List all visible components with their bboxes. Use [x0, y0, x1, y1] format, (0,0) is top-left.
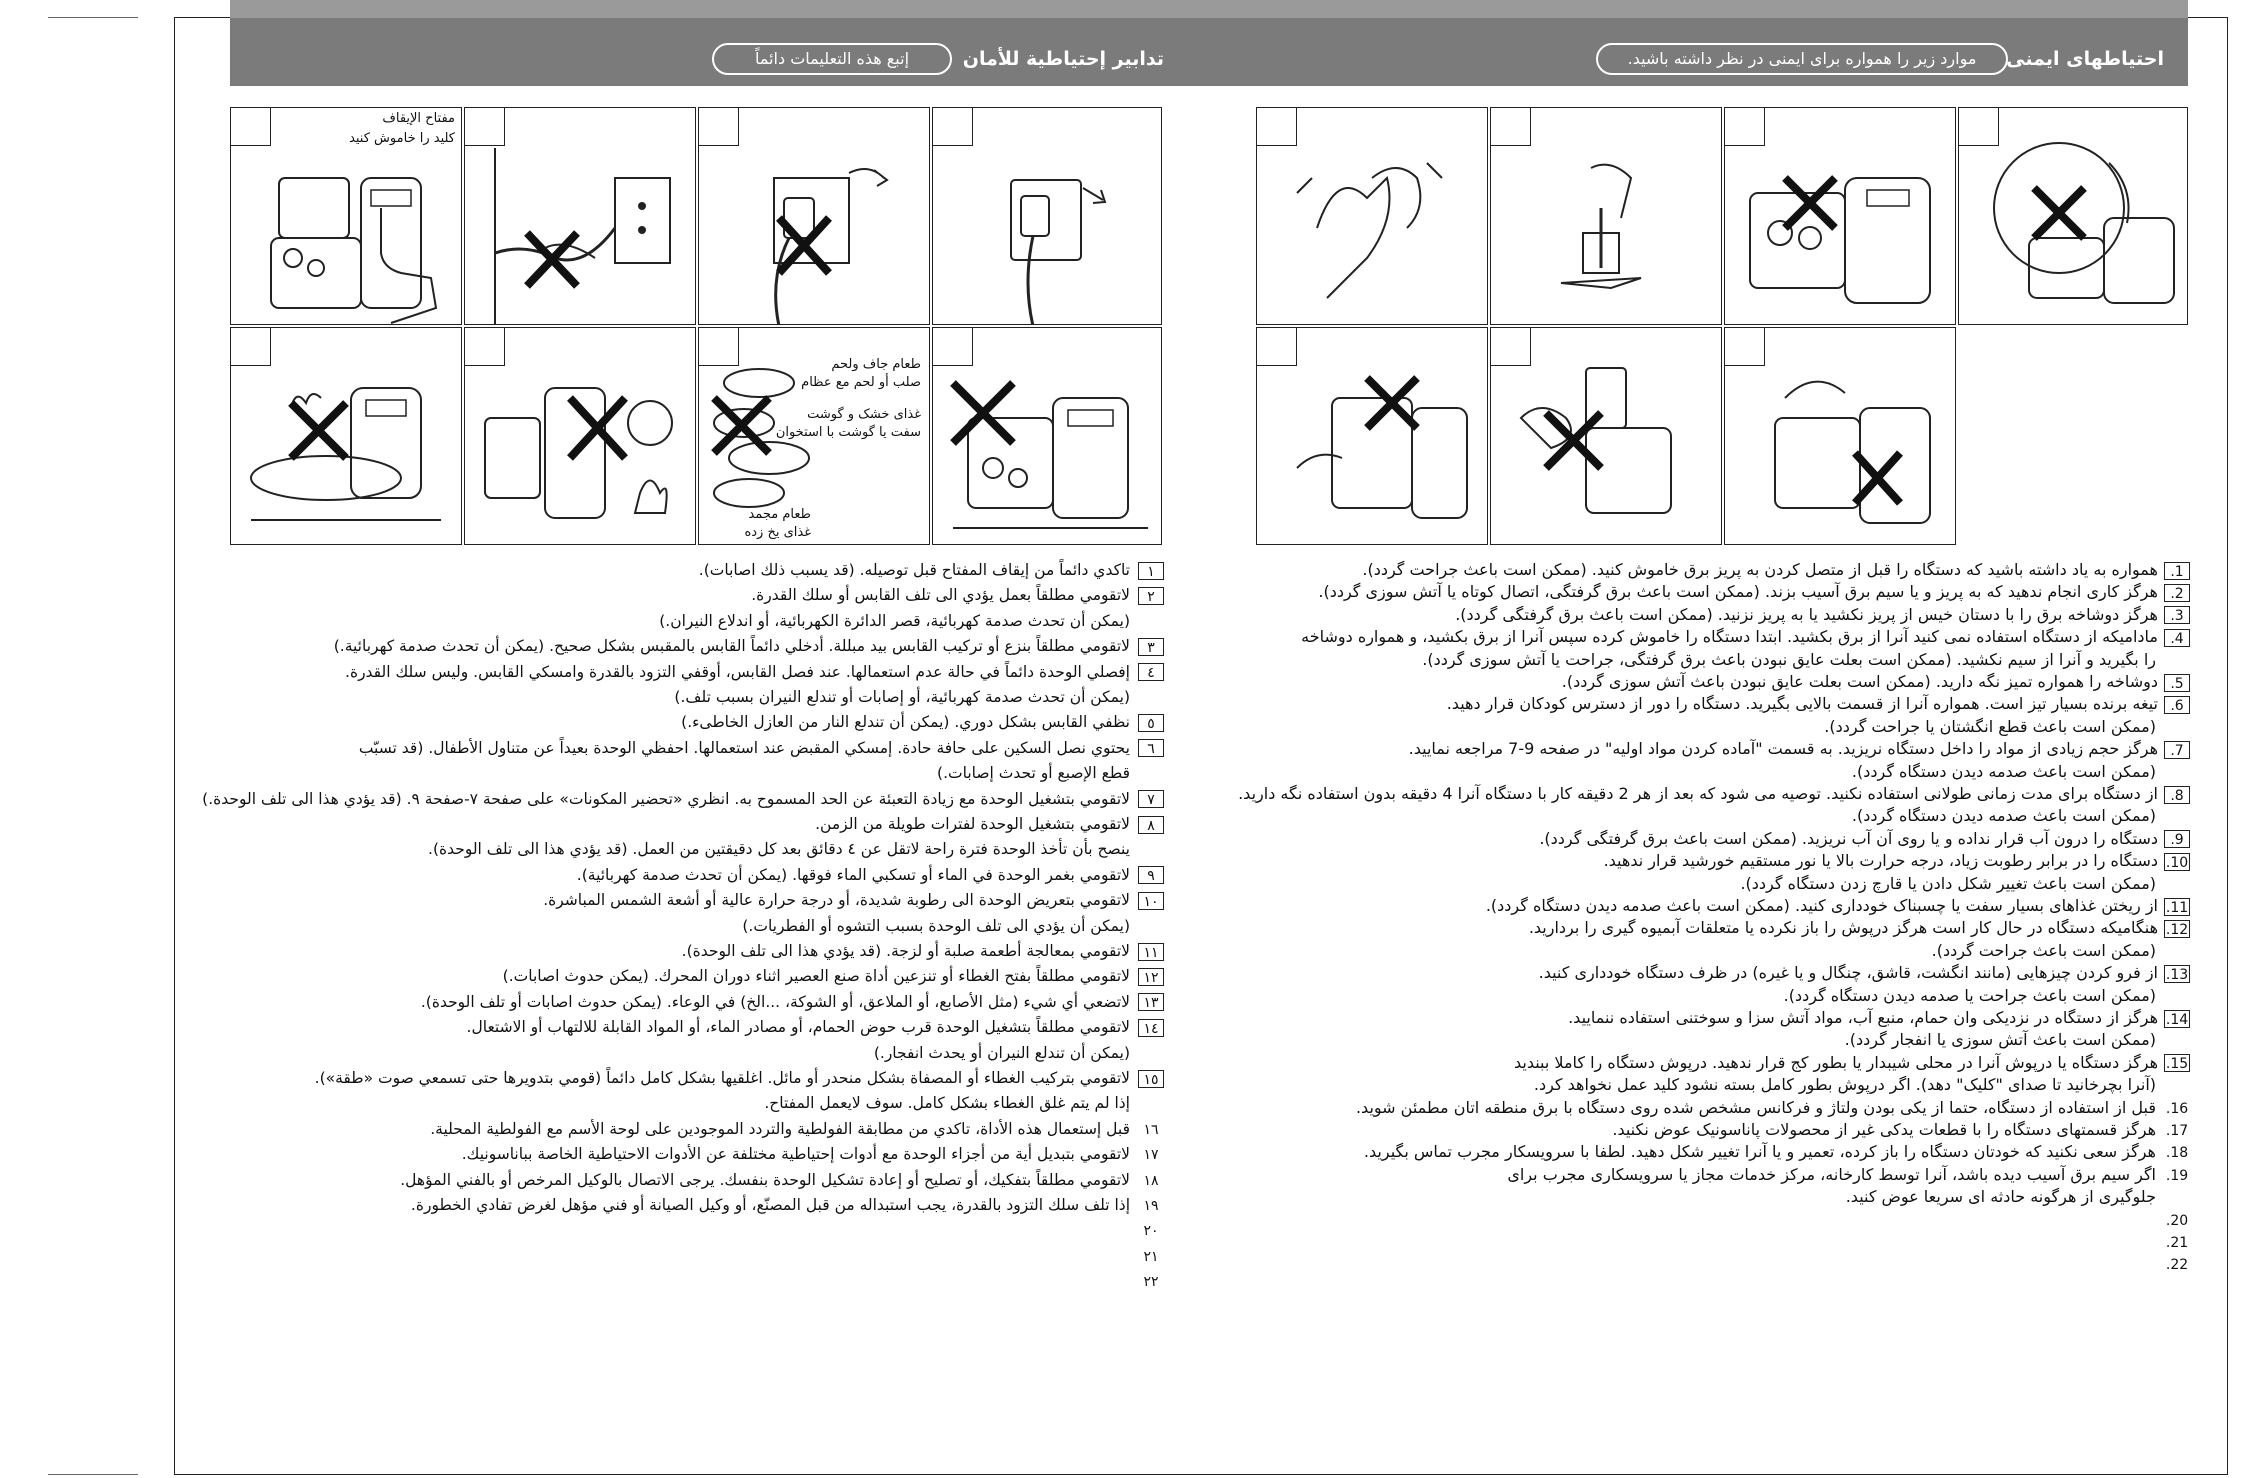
arabic-line — [751, 585, 1164, 605]
persian-line — [1539, 829, 2190, 849]
arabic-title: تدابير إحتياطية للأمان — [962, 48, 1164, 70]
hard-food-label-ar-1: طعام جاف ولحم — [831, 357, 921, 372]
arabic-item-text: لاتقومي مطلقاً بتشغيل الوحدة قرب حوض الحمام، أو مصادر الماء، أو المواد القابلة للالتهاب أو الاشتعال. — [466, 1018, 1130, 1037]
arabic-item-number: ١٢ — [1138, 968, 1164, 986]
persian-item-text: همواره به یاد داشته باشید که دستگاه را قبل از متصل کردن به پریز برق خاموش کنید. (ممکن است باعث جراحت گردد). — [1362, 560, 2158, 579]
illustration-overfill — [932, 327, 1162, 545]
arabic-item-text: لاتقومي بمعالجة أطعمة صلبة أو لزجة. (قد يؤدي هذا الى تلف الوحدة). — [681, 942, 1130, 960]
arabic-item-text: لاتقومي مطلقاً بعمل يؤدي الى تلف القابس أو سلك القدرة. — [751, 586, 1130, 605]
persian-line — [1529, 918, 2190, 938]
hard-food-label-ar-2: صلب أو لحم مع عظام — [801, 375, 921, 390]
arabic-line — [411, 1195, 1164, 1216]
persian-item-number: 2. — [2164, 584, 2190, 602]
persian-line — [1364, 1142, 2190, 1163]
arabic-item-number: ٢١ — [1143, 1248, 1159, 1265]
persian-line — [2156, 1254, 2190, 1275]
water-splash-icon — [231, 328, 462, 545]
arabic-subtitle-pill: إتبع هذه التعليمات دائماً — [712, 43, 952, 75]
arabic-line — [202, 789, 1164, 809]
arabic-item-text: تاكدي دائماً من إيقاف المفتاح قبل توصيله. (قد يسبب ذلك اصابات). — [698, 561, 1130, 579]
cord-socket-icon — [465, 108, 696, 325]
arabic-item-number: ٥ — [1138, 714, 1164, 732]
persian-item-text: هرگز قسمتهای دستگاه را با قطعات یدکی غیر از محصولات پاناسونیک عوض نکنید. — [1612, 1120, 2156, 1139]
arabic-item-text: (يمكن أن يؤدي الى تلف الوحدة بسبب التشوه أو الفطريات.) — [742, 916, 1130, 935]
persian-line — [1318, 582, 2190, 602]
persian-item-number: 5. — [2164, 674, 2190, 692]
arabic-line — [1130, 1220, 1164, 1241]
arabic-line — [543, 890, 1164, 910]
hard-food-label-fa-1: غذای خشک و گوشت — [807, 407, 921, 422]
persian-line — [1447, 694, 2190, 714]
persian-item-text: دستگاه را در برابر رطوبت زیاد، درجه حرارت بالا یا نور مستقیم خورشید قرار ندهید. — [1603, 851, 2158, 871]
persian-item-number: 22. — [2165, 1257, 2189, 1274]
persian-line — [1932, 941, 2190, 961]
crop-mark-top — [48, 17, 138, 18]
arabic-item-text: لاتقومي بتبديل أية من أجزاء الوحدة مع أدوات إحتياطية مختلفة عن الأدوات الاحتياطية الخاصة بباناسونيك. — [461, 1145, 1130, 1164]
blade-hand-icon — [1491, 108, 1722, 325]
open-lid-icon — [1725, 328, 1956, 545]
persian-item-text: دوشاخه را همواره تمیز نگه دارید. (ممکن است بعلت عایق نبودن باعث آتش سوزی گردد). — [1561, 672, 2158, 691]
frozen-label-ar: طعام مجمد — [748, 507, 811, 522]
unplug-icon — [933, 108, 1162, 325]
arabic-item-number: ٦ — [1138, 739, 1164, 757]
persian-item-text: هرگز از دستگاه در نزدیکی وان حمام، منبع آب، مواد آتش سزا و سوختنی استفاده ننمایید. — [1568, 1008, 2158, 1027]
persian-item-number: 4. — [2164, 629, 2190, 647]
arabic-item-text: لاتقومي بتعريض الوحدة الى رطوبة شديدة، أو درجة حرارة عالية أو أشعة الشمس المباشرة. — [543, 891, 1130, 910]
flammable-icon — [1491, 328, 1722, 545]
persian-item-number: 19. — [2165, 1167, 2189, 1184]
heat-sun-fire-icon — [465, 328, 696, 545]
illustration-fa-flammable — [1490, 327, 1722, 545]
arabic-item-text: (يمكن أن تندلع النيران أو يحدث انفجار.) — [873, 1043, 1130, 1062]
persian-line — [1534, 1075, 2190, 1095]
arabic-item-text: قطع الإصبع أو تحدث إصابات.) — [937, 764, 1130, 783]
persian-item-text: هرگز حجم زیادی از مواد را داخل دستگاه نریزید. به قسمت "آماده کردن مواد اولیه" در صفحه 9-7 مراجعه نمایید. — [1408, 739, 2158, 759]
illustration-unplug — [932, 107, 1162, 325]
arabic-item-text: قبل إستعمال هذه الأداة، تاكدي من مطابقة الفولطية والتردد الموجودين على لوحة الأسم مع الفولطية المحلية. — [430, 1119, 1130, 1138]
arabic-line — [315, 1068, 1164, 1088]
illustration-no-water — [230, 327, 462, 545]
arabic-item-text: لاتضعي أي شيء (مثل الأصابع، أو الملاعق، أو الشوكة، ...الخ) في الوعاء. (يمكن حدوث اصابات أو تلف الوحدة). — [420, 992, 1130, 1011]
persian-item-text: قبل از استفاده از دستگاه، حتما از یکی بودن ولتاژ و فرکانس مشخص شده روی دستگاه با برق منطقه اتان مطمئن شوید. — [1355, 1097, 2156, 1117]
hands-in-bowl-icon — [1257, 328, 1488, 545]
persian-item-number: 8. — [2164, 786, 2190, 804]
arabic-item-number: ٨ — [1138, 816, 1164, 834]
illustration-cord-damage — [464, 107, 696, 325]
arabic-line — [345, 662, 1164, 682]
arabic-line — [937, 763, 1164, 783]
persian-item-text: (ممکن است باعث آتش سوزی یا انفجار گردد). — [1844, 1030, 2156, 1050]
hard-food-label-fa-2: سفت یا گوشت با استخوان — [775, 425, 921, 440]
persian-item-number: 20. — [2165, 1212, 2189, 1229]
overfill-icon — [933, 328, 1162, 545]
persian-item-text: هرگز دستگاه یا درپوش آنرا در محلی شیبدار یا بطور کج قرار ندهید. درپوش دستگاه را کاملا ببندید — [1513, 1052, 2158, 1072]
persian-item-text: هرگز دوشاخه برق را با دستان خیس از پریز نکشید یا به پریز نزنید. (ممکن است باعث برق گرفتگی گردد). — [1455, 604, 2158, 624]
washing-hands-icon — [1257, 108, 1488, 325]
plug-wet-hand-icon — [699, 108, 930, 325]
persian-item-number: 17. — [2165, 1123, 2189, 1139]
persian-item-text: دستگاه را درون آب قرار نداده و یا روی آن آب نریزید. (ممکن است باعث برق گرفتگی گردد). — [1539, 828, 2158, 848]
arabic-line — [428, 839, 1164, 859]
persian-item-number: 7. — [2164, 741, 2190, 759]
persian-item-text: هنگامیکه دستگاه در حال کار است هرگز درپوش را باز نکرده یا متعلقات آبمیوه گیری را بردارید. — [1528, 918, 2158, 938]
arabic-item-number: ١٩ — [1143, 1198, 1159, 1214]
arabic-item-number: ٢٢ — [1143, 1274, 1159, 1291]
persian-item-number: 12. — [2165, 921, 2189, 938]
persian-item-text: (ممکن است باعث قطع انگشتان یا جراحت گردد). — [1824, 716, 2156, 736]
illustration-fa-no-fingers — [1256, 327, 1488, 545]
illustration-fa-overfill — [1724, 107, 1956, 325]
persian-item-text: (ممکن است باعث تغییر شکل دادن یا قارچ زدن دستگاه گردد). — [1740, 873, 2156, 893]
persian-subtitle-pill: موارد زیر را همواره برای ایمنی در نظر داشته باشید. — [1596, 43, 2008, 75]
persian-item-number: 16. — [2165, 1100, 2189, 1117]
arabic-line — [742, 916, 1164, 936]
arabic-item-number: ١٤ — [1138, 1019, 1164, 1037]
arabic-line — [359, 738, 1164, 758]
arabic-line — [674, 687, 1164, 707]
persian-item-number: 9. — [2164, 830, 2190, 848]
persian-item-text: هرگز سعی نکنید که خودتان دستگاه را باز کرده، تعمیر و یا آنرا تغییر شکل دهید. لطفا با سرویسکار مجرب تماس بگیرید. — [1363, 1142, 2156, 1162]
persian-line — [1356, 1098, 2190, 1119]
arabic-line — [874, 1043, 1164, 1063]
persian-item-text: (ممکن است باعث جراحت یا صدمه دیدن دستگاه گردد). — [1783, 985, 2156, 1005]
persian-line — [2156, 1232, 2190, 1253]
persian-item-number: 15. — [2165, 1056, 2189, 1073]
arabic-line — [1130, 1271, 1164, 1292]
persian-item-number: 10. — [2165, 854, 2189, 871]
switch-label-ar: مفتاح الإيقاف — [382, 111, 455, 126]
persian-line — [1539, 963, 2190, 983]
arabic-line — [400, 1170, 1164, 1191]
persian-item-text: جلوگیری از هرگونه حادثه ای سریعا عوض کنید. — [1845, 1187, 2156, 1207]
arabic-line — [421, 992, 1164, 1012]
persian-line — [1301, 627, 2190, 647]
persian-item-text: مادامیکه از دستگاه استفاده نمی کنید آنرا از برق بکشید. ابتدا دستگاه را خاموش کرده سپس آنرا از برق بکشید، و همواره دوشاخه — [1301, 627, 2158, 647]
arabic-item-number: ٧ — [1138, 790, 1164, 808]
persian-item-number: 13. — [2165, 966, 2189, 983]
arabic-item-text: لاتقومي بغمر الوحدة في الماء أو تسكبي الماء فوقها. (يمكن أن تحدث صدمة كهربائية). — [576, 865, 1130, 884]
arabic-item-number: ٢٠ — [1143, 1223, 1159, 1240]
persian-item-text: هرگز کاری انجام ندهید که به پریز و یا سیم برق آسیب بزند. (ممکن است باعث برق گرفتگی، اتصال کوتاه یا آتش سوزی گردد). — [1318, 582, 2158, 602]
persian-line — [1852, 762, 2190, 782]
arabic-item-number: ١١ — [1138, 943, 1164, 961]
arabic-line — [467, 1017, 1164, 1037]
persian-item-text: (ممکن است باعث صدمه دیدن دستگاه گردد). — [1851, 806, 2156, 826]
arabic-line — [681, 712, 1164, 732]
persian-line — [1362, 560, 2190, 580]
persian-line — [1845, 1030, 2190, 1050]
illustration-wet-hands-plug — [698, 107, 930, 325]
arabic-line — [699, 560, 1164, 580]
illustration-fa-open-lid — [1724, 327, 1956, 545]
persian-item-number: 11. — [2165, 899, 2189, 916]
arabic-item-text: لاتقومي بتركيب الغطاء أو المصفاة بشكل منحدر أو مائل. اغلقيها بشكل كامل دائماً (قومي بتدويرها حتى تسمعي صوت «طقة»). — [314, 1069, 1130, 1087]
arabic-item-text: لاتقومي مطلقاً بنزع أو تركيب القابس بيد مبللة. أدخلي دائماً القابس بالمقبس بشكل صحيح. (يمكن أن تحدث صدمة كهربائية.) — [333, 637, 1130, 656]
persian-line — [1612, 1120, 2190, 1141]
illustration-heat-humidity — [464, 327, 696, 545]
persian-line — [1507, 1165, 2190, 1186]
arabic-line — [815, 814, 1164, 834]
persian-line — [1784, 986, 2190, 1006]
persian-line — [1455, 605, 2190, 625]
persian-title: احتیاطهای ایمنی — [2006, 48, 2164, 70]
persian-item-number: 18. — [2165, 1145, 2189, 1162]
arabic-item-text: إفصلي الوحدة دائماً في حالة عدم استعمالها. عند فصل القابس، أوقفي التزود بالقدرة وامسكي القابس. وليس سلك القدرة. — [345, 662, 1130, 681]
arabic-item-number: ٢ — [1138, 587, 1164, 605]
persian-item-number: 1. — [2164, 562, 2190, 580]
arabic-item-text: ينصح بأن تأخذ الوحدة فترة راحة لاتقل عن ٤ دقائق بعد كل دقيقتين من العمل. (قد يؤدي هذا الى تلف الوحدة). — [428, 840, 1130, 859]
persian-line — [1238, 784, 2190, 804]
illustration-fa-wet-hands — [1256, 107, 1488, 325]
persian-item-number: 14. — [2165, 1011, 2189, 1028]
arabic-item-text: (يمكن أن تحدث صدمة كهربائية، قصر الدائرة الكهربائية، أو اندلاع النيران.) — [659, 611, 1130, 630]
header-top-strip — [230, 0, 2188, 18]
arabic-instructions — [202, 560, 1164, 1320]
persian-item-text: (ممکن است باعث صدمه دیدن دستگاه گردد). — [1851, 761, 2156, 781]
persian-line — [1562, 672, 2190, 692]
arabic-line — [462, 1144, 1164, 1165]
arabic-line — [577, 865, 1164, 885]
arabic-item-number: ١٣ — [1138, 993, 1164, 1011]
arabic-item-number: ١ — [1138, 562, 1164, 580]
persian-item-text: از ریختن غذاهای بسیار سفت یا چسبناک خودداری کنید. (ممکن است باعث صدمه دیدن دستگاه گردد). — [1485, 896, 2158, 915]
persian-line — [1824, 717, 2190, 737]
arabic-item-number: ٤ — [1138, 663, 1164, 681]
persian-item-text: اگر سیم برق آسیب دیده باشد، آنرا توسط کارخانه، مرکز خدمات مجاز یا سرویسکاری مجرب برای — [1507, 1164, 2156, 1184]
arabic-line — [659, 611, 1164, 631]
arabic-item-number: ٣ — [1138, 638, 1164, 656]
arabic-item-number: ١٧ — [1143, 1147, 1159, 1164]
arabic-item-text: لاتقومي بتشغيل الوحدة مع زيادة التعبئة عن الحد المسموح به. انظري «تحضير المكونات» على صفحة ٧-صفحة ٩. (قد يؤدي هذا الى تلف الوحدة.) — [202, 789, 1130, 808]
persian-item-number: 3. — [2164, 606, 2190, 624]
persian-line — [1514, 1053, 2190, 1073]
arabic-item-text: إذا لم يتم غلق الغطاء بشكل كامل. سوف لايعمل المفتاح. — [764, 1094, 1130, 1113]
illustration-fa-lid-rotate — [1958, 107, 2188, 325]
arabic-item-text: لاتقومي مطلقاً بفتح الغطاء أو تنزعين أداة صنع العصير اثناء دوران المحرك. (يمكن حدوث اصابات.) — [502, 967, 1130, 986]
persian-item-number: 21. — [2165, 1235, 2189, 1251]
persian-line — [1740, 874, 2190, 894]
arabic-item-number: ١٨ — [1143, 1172, 1159, 1189]
persian-item-text: از فرو کردن چیزهایی (مانند انگشت، قاشق، چنگال و یا غیره) در ظرف دستگاه خودداری کنید. — [1538, 963, 2158, 983]
persian-line — [1852, 806, 2190, 826]
illustration-hard-food — [698, 327, 930, 545]
arabic-item-text: يحتوي نصل السكين على حافة حادة. إمسكي المقبض عند استعمالها. احفظي الوحدة بعيداً عن متناول الأطفال. (قد تسبّب — [358, 738, 1130, 757]
arabic-item-text: لاتقومي بتشغيل الوحدة لفترات طويلة من الزمن. — [815, 815, 1130, 833]
overfill-bowl-icon — [1725, 108, 1956, 325]
arabic-item-number: ١٥ — [1138, 1070, 1164, 1088]
persian-line — [1604, 851, 2190, 871]
persian-item-text: (آنرا بچرخانید تا صدای "کلیک" دهد). اگر درپوش بطور کامل بسته نشود کلید عمل نخواهد کرد. — [1533, 1075, 2156, 1095]
switch-label-fa: کلید را خاموش کنید — [349, 131, 455, 146]
arabic-item-number: ١٠ — [1138, 892, 1164, 910]
illustration-fa-blade — [1490, 107, 1722, 325]
arabic-line — [334, 636, 1164, 656]
crop-mark-bottom — [48, 1474, 138, 1475]
arabic-line — [430, 1119, 1164, 1140]
illustration-switch-off — [230, 107, 462, 325]
persian-line — [1568, 1008, 2190, 1028]
arabic-line — [682, 941, 1164, 961]
persian-line — [1422, 650, 2190, 670]
arabic-item-text: لاتقومي مطلقاً بتفكيك، أو تصليح أو إعادة تشكيل الوحدة بنفسك. يرجى الاتصال بالوكيل المرخص أو بالفني المؤهل. — [400, 1170, 1130, 1189]
lid-rotate-icon — [1959, 108, 2188, 325]
arabic-item-number: ٩ — [1138, 866, 1164, 884]
persian-item-text: (ممکن است باعث جراحت گردد). — [1931, 940, 2156, 960]
persian-line — [1486, 896, 2190, 916]
frozen-label-fa: غذای یخ زده — [744, 525, 811, 540]
persian-line — [2156, 1210, 2190, 1231]
arabic-item-text: إذا تلف سلك التزود بالقدرة، يجب استبداله من قبل المصنّع، أو وكيل الصيانة أو فني مؤهل لغرض تفادي الخطورة. — [410, 1196, 1130, 1214]
persian-instructions — [1240, 560, 2190, 1330]
arabic-item-number: ١٦ — [1143, 1121, 1159, 1138]
persian-item-number: 6. — [2164, 696, 2190, 714]
persian-line — [1846, 1187, 2190, 1207]
arabic-item-text: (يمكن أن تحدث صدمة كهربائية، أو إصابات أو تندلع النيران بسبب تلف.) — [674, 688, 1130, 706]
arabic-item-text: نظفي القابس بشكل دوري. (يمكن أن تندلع النار من العازل الخاطىء.) — [681, 713, 1130, 732]
arabic-line — [503, 966, 1164, 986]
persian-item-text: تیغه برنده بسیار تیز است. همواره آنرا از قسمت بالایی بگیرید. دستگاه را دور از دسترس کودکان قرار دهید. — [1446, 694, 2158, 714]
persian-line — [1409, 739, 2190, 759]
persian-item-text: از دستگاه برای مدت زمانی طولانی استفاده نکنید. توصیه می شود که بعد از هر 2 دقیقه کار با دستگاه آنرا 4 دقیقه بدون استفاده نگه دارید. — [1238, 784, 2158, 803]
arabic-line — [764, 1093, 1164, 1113]
arabic-line — [1130, 1246, 1164, 1267]
persian-item-text: را بگیرید و آنرا از سیم نکشید. (ممکن است بعلت عایق نبودن باعث برق گرفتگی، جراحت یا آتش سوزی گردد). — [1422, 649, 2156, 669]
